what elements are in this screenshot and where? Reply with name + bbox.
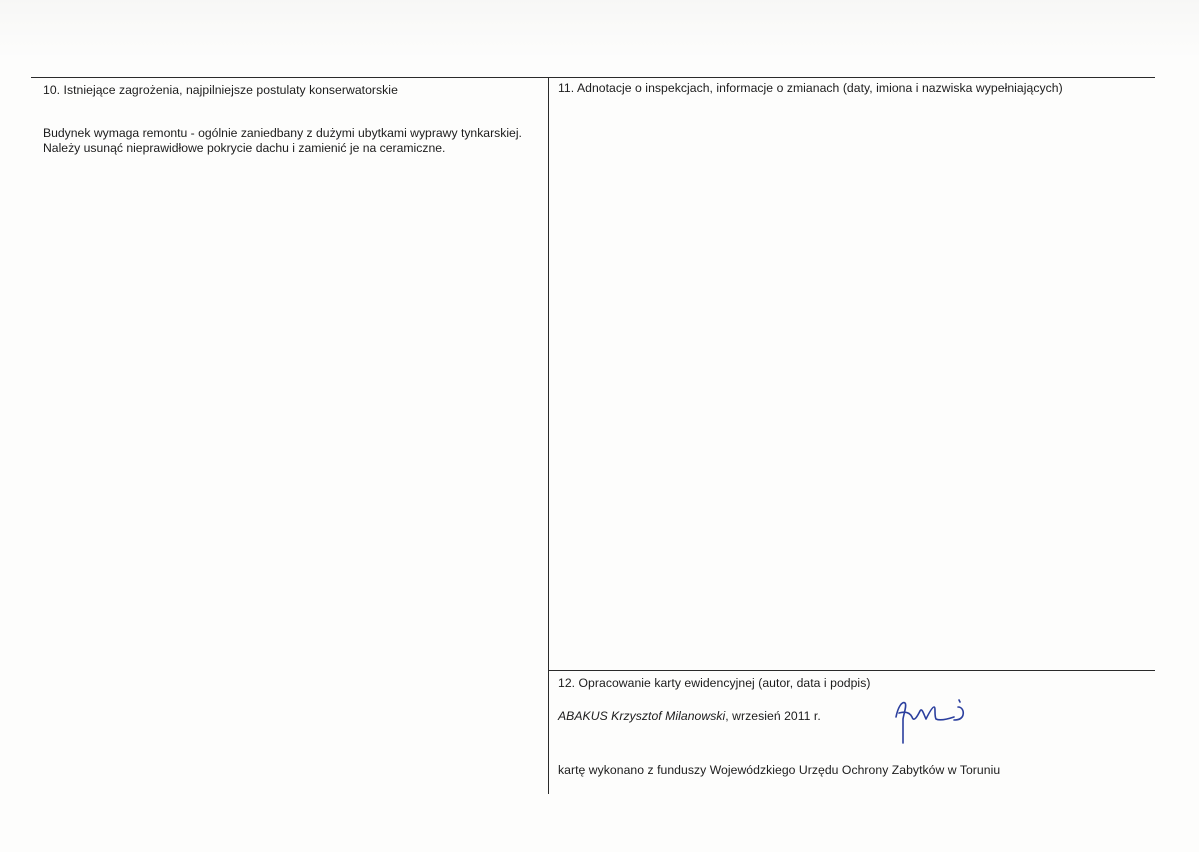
preparation-date: , wrzesień 2011 r.: [725, 709, 821, 723]
section-10-heading: 10. Istniejące zagrożenia, najpilniejsze postulaty konserwatorskie: [43, 83, 398, 97]
author-line: [558, 709, 821, 724]
funding-note: kartę wykonano z funduszy Wojewódzkiego Urzędu Ochrony Zabytków w Toruniu: [558, 763, 1001, 777]
column-divider: [548, 77, 549, 794]
section-11-heading: 11. Adnotacje o inspekcjach, informacje o zmianach (daty, imiona i nazwiska wypełniających): [558, 81, 1063, 95]
section-12-top-rule: [548, 670, 1155, 671]
section-12-heading: 12. Opracowanie karty ewidencyjnej (autor, data i podpis): [558, 676, 871, 690]
handwritten-signature: [888, 693, 978, 745]
top-rule: [31, 77, 1155, 78]
scan-shading: [0, 0, 1199, 60]
author-name: ABAKUS Krzysztof Milanowski: [558, 709, 726, 723]
section-10-body: Budynek wymaga remontu - ogólnie zaniedbany z dużymi ubytkami wyprawy tynkarskiej. Należy usunąć nieprawidłowe pokrycie dachu i zamienić je na ceramiczne.: [43, 126, 522, 155]
